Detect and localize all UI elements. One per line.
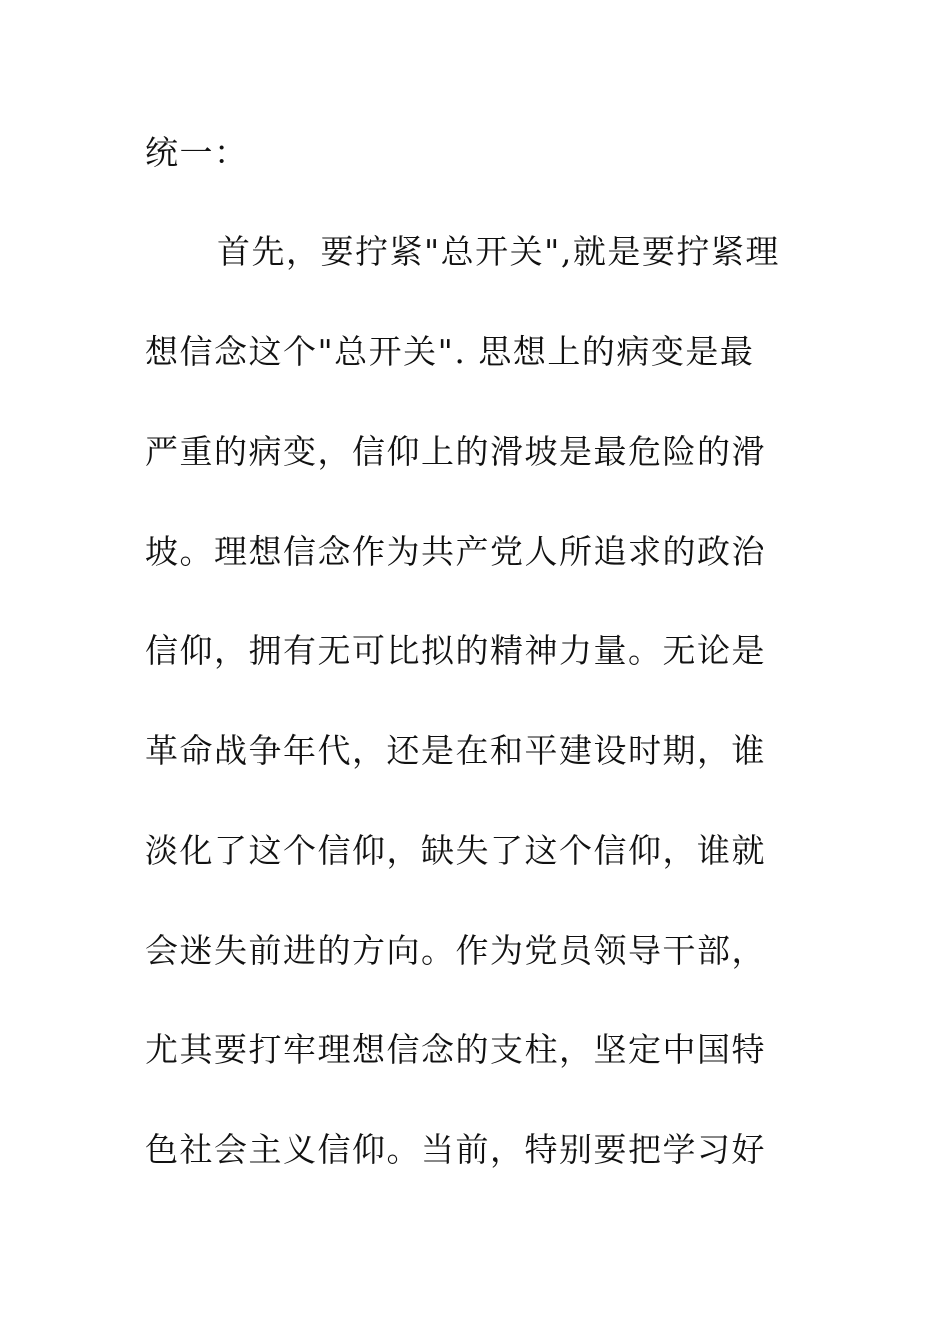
text-line-1: 统一： [145,133,249,172]
text-line-4: 严重的病变，信仰上的滑坡是最危险的滑 [145,432,766,471]
text-line-9: 会迷失前进的方向。作为党员领导干部， [145,931,766,970]
text-line-10: 尤其要打牢理想信念的支柱，坚定中国特 [145,1030,766,1069]
text-line-3: 想信念这个"总开关". 思想上的病变是最 [145,332,755,371]
text-line-11: 色社会主义信仰。当前，特别要把学习好 [145,1130,766,1169]
text-line-7: 革命战争年代，还是在和平建设时期，谁 [145,731,766,770]
text-line-8: 淡化了这个信仰，缺失了这个信仰，谁就 [145,831,766,870]
text-line-5: 坡。理想信念作为共产党人所追求的政治 [145,532,766,571]
text-line-6: 信仰，拥有无可比拟的精神力量。无论是 [145,631,766,670]
paragraph-first-line: 首先，要拧紧"总开关",就是要拧紧理 [217,232,780,271]
